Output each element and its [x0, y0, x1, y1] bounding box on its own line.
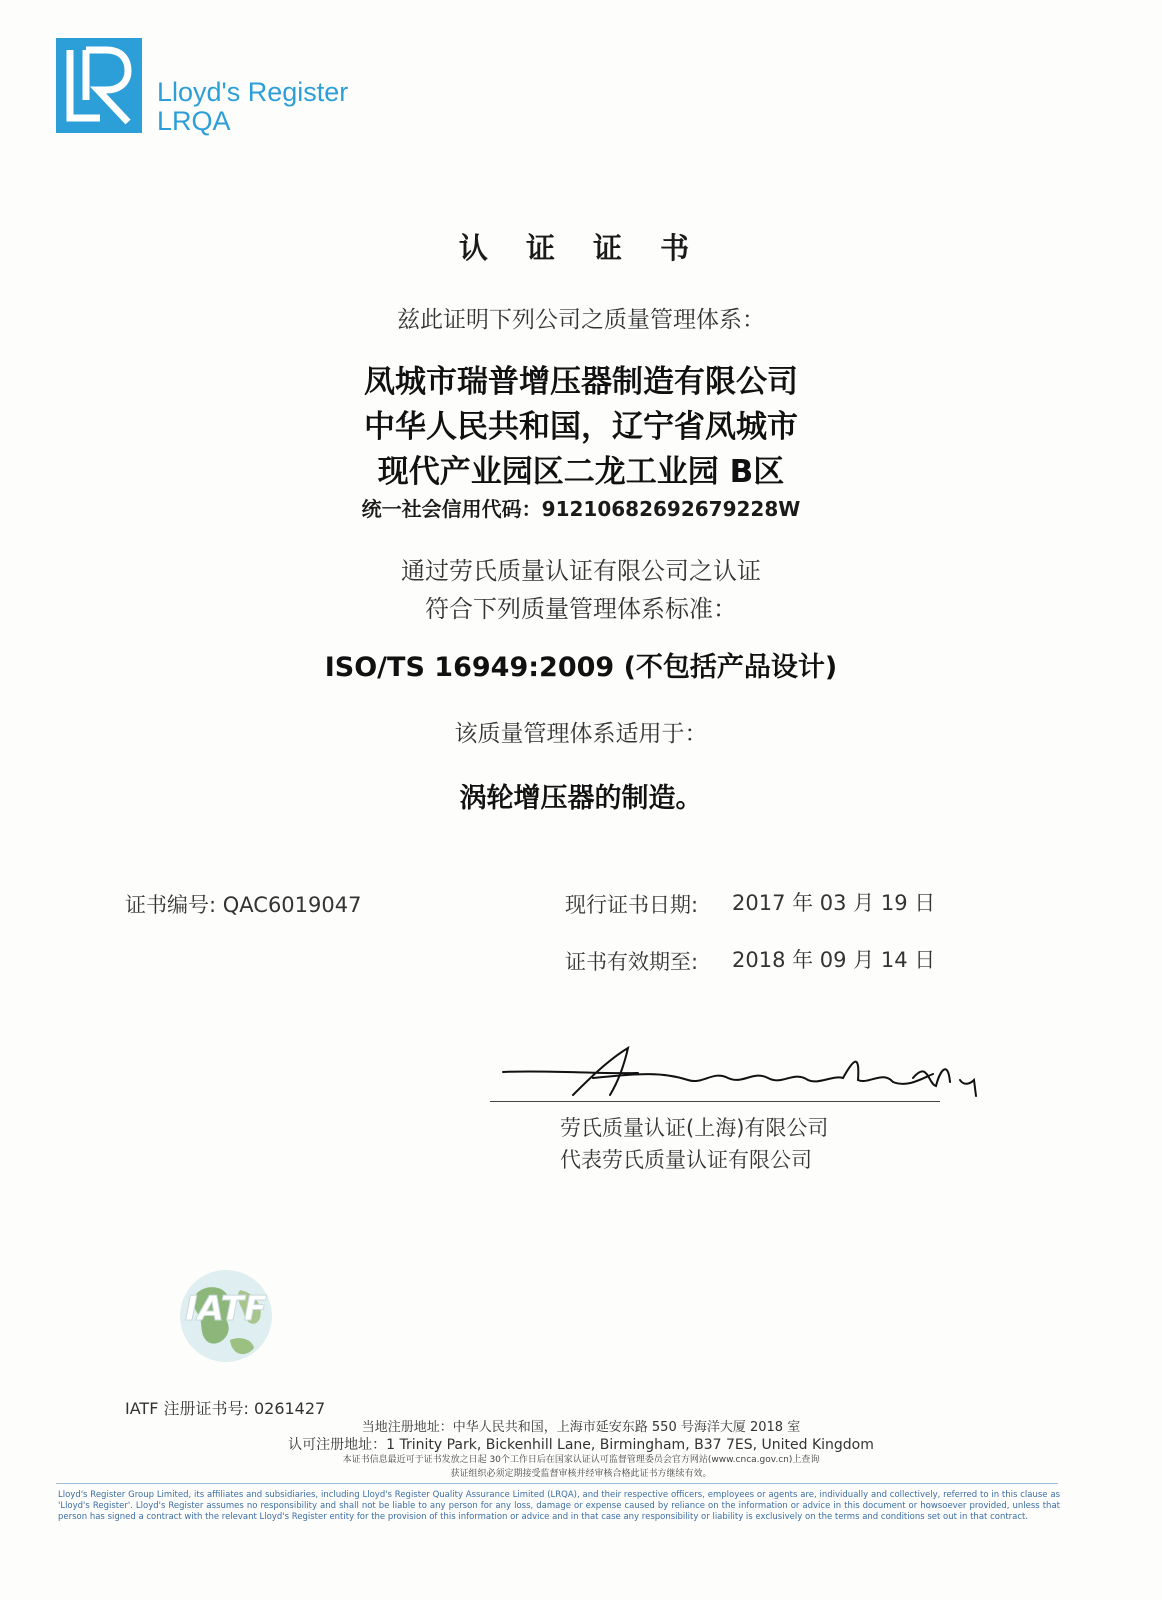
- expiry-date: 2018 年 09 月 14 日: [732, 948, 936, 972]
- brand-name: Lloyd's Register: [157, 77, 349, 107]
- signature-line: [490, 1101, 940, 1102]
- signature-image: [488, 1040, 988, 1110]
- footer-note2: 获证组织必须定期接受监督审核并经审核合格此证书方继续有效。: [450, 1469, 712, 1479]
- disclaimer: Lloyd's Register Group Limited, its affiliates and subsidiaries, including Lloyd's Register Quality Assurance Limited (LRQA), and their respective officers, employees or agents are, individually and collectively, referred to in this clause as 'Lloyd's Register'. Lloyd's Register assumes no responsibility and shall not be liable to any person for any loss, damage or expense caused by reliance on the information or advice in this document or howsoever provided, unless that person has signed a contract with the relevant Lloyd's Register entity for the provision of this information or advice and in that case any responsibility or liability is exclusively on the terms and conditions set out in that contract.: [58, 1490, 1060, 1522]
- signatory-org-line1: 劳氏质量认证(上海)有限公司: [560, 1116, 829, 1140]
- footer-rule: [56, 1483, 1058, 1484]
- signatory-org-line2: 代表劳氏质量认证有限公司: [560, 1148, 812, 1172]
- current-date: 2017 年 03 月 19 日: [732, 891, 936, 915]
- iatf-globe-logo: [168, 1262, 288, 1367]
- credit-code: 统一社会信用代码：91210682692679228W: [361, 497, 801, 521]
- scope-intro: 该质量管理体系适用于：: [454, 721, 708, 747]
- lr-logo-icon: [56, 38, 142, 133]
- brand-sub: LRQA: [157, 106, 231, 136]
- certificate-number: 证书编号: QAC6019047: [125, 893, 362, 917]
- brand-wordmark: [157, 78, 348, 136]
- company-name: 凤城市瑞普增压器制造有限公司: [364, 364, 798, 400]
- expiry-date-label: 证书有效期至:: [565, 950, 699, 974]
- certificate-title: 认 证 证 书: [458, 231, 704, 265]
- registered-address: 认可注册地址：1 Trinity Park, Bickenhill Lane, Birmingham, B37 7ES, United Kingdom: [288, 1437, 874, 1453]
- company-address-line2: 现代产业园区二龙工业园 B区: [377, 454, 785, 490]
- current-date-label: 现行证书日期:: [565, 893, 699, 917]
- iatf-registration: IATF 注册证书号: 0261427: [125, 1399, 326, 1418]
- footer-note1: 本证书信息最近可于证书发放之日起 30个工作日后在国家认证认可监督管理委员会官方网站(www.cnca.gov.cn)上查询: [342, 1455, 820, 1465]
- standard: ISO/TS 16949:2009 (不包括产品设计): [324, 652, 838, 683]
- scope: 涡轮增压器的制造。: [459, 783, 703, 814]
- company-address-line1: 中华人民共和国，辽宁省凤城市: [364, 409, 798, 445]
- certified-by-line1: 通过劳氏质量认证有限公司之认证: [401, 557, 761, 585]
- iatf-logo-text: IATF: [184, 1289, 268, 1329]
- certificate-intro: 兹此证明下列公司之质量管理体系：: [397, 307, 765, 333]
- local-address: 当地注册地址：中华人民共和国，上海市延安东路 550 号海洋大厦 2018 室: [361, 1420, 801, 1435]
- certified-by-line2: 符合下列质量管理体系标准：: [425, 595, 737, 623]
